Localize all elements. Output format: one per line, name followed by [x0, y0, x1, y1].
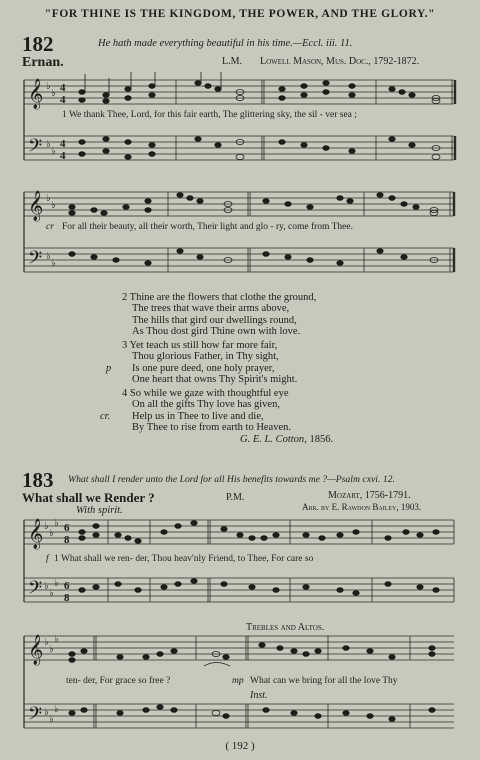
- hymn-182-number: 182: [22, 32, 54, 56]
- verse-line: By Thee to rise from earth to Heaven.: [132, 422, 292, 434]
- hymn-182-scripture: He hath made everything beautiful in his time.—Eccl. iii. 11.: [98, 38, 353, 49]
- hymn-182-lyric-line-2: For all their beauty, all their worth, Their light and glo - ry, come from Thee.: [62, 222, 353, 232]
- verse-4-dynamic-cr: cr.: [100, 411, 111, 422]
- svg-text:𝄢: 𝄢: [28, 703, 43, 728]
- hymn-182-system-2: [0, 184, 480, 284]
- svg-text:♭: ♭: [54, 518, 59, 529]
- hymn-182-verse-2: [122, 292, 316, 338]
- svg-text:𝄢: 𝄢: [28, 135, 43, 160]
- svg-text:♭: ♭: [51, 88, 56, 99]
- svg-text:♭: ♭: [46, 81, 51, 92]
- hymn-183-lyric-line-1: 1 What shall we ren- der, Thou heav'nly Friend, to Thee, For care so: [54, 554, 314, 564]
- svg-text:♭: ♭: [51, 146, 56, 157]
- hymn-182-lyric-line-1: 1 We thank Thee, Lord, for this fair earth, The glittering sky, the sil - ver sea ;: [62, 110, 357, 120]
- svg-text:8: 8: [64, 592, 70, 604]
- svg-text:♭: ♭: [46, 139, 51, 150]
- svg-text:♭: ♭: [46, 251, 51, 262]
- svg-text:♭: ♭: [51, 200, 56, 211]
- svg-text:8: 8: [64, 534, 70, 546]
- verse-line: One heart that owns Thy Spirit's might.: [132, 374, 298, 386]
- hymn-182-verse-4: [122, 388, 291, 434]
- svg-text:♭: ♭: [49, 714, 54, 725]
- hymn-183-section-label: Trebles and Altos.: [246, 622, 325, 633]
- hymn-183-dynamic-f: f: [46, 554, 49, 564]
- verse-line: The hills that gird our dwellings round,: [132, 314, 297, 326]
- hymn-183-lyric-line-2b: What can we bring for all the love Thy: [250, 676, 398, 686]
- svg-text:♭: ♭: [44, 581, 49, 592]
- hymn-183-arranger: Arr. by E. Rawdon Bailey, 1903.: [302, 502, 422, 512]
- hymn-183-scripture: What shall I render unto the Lord for all His benefits towards me ?—Psalm cxvi. 12.: [68, 474, 395, 485]
- svg-text:𝄞: 𝄞: [28, 79, 44, 108]
- svg-text:♭: ♭: [44, 707, 49, 718]
- page-header: "FOR THINE IS THE KINGDOM, THE POWER, AND THE GLORY.": [44, 8, 436, 20]
- svg-text:𝄢: 𝄢: [28, 247, 43, 272]
- verse-line: Thou glorious Father, in Thy sight,: [132, 351, 279, 363]
- hymn-182-tune-name: Ernan.: [22, 55, 64, 70]
- verse-line: 4 So while we gaze with thoughtful eye: [122, 388, 289, 399]
- hymn-182-author-line: [240, 434, 333, 445]
- hymn-183-number: 183: [22, 468, 54, 492]
- verse-line: Help us in Thee to live and die,: [132, 410, 264, 422]
- svg-text:𝄞: 𝄞: [28, 519, 44, 548]
- svg-text:♭: ♭: [49, 528, 54, 539]
- verse-line: The trees that wave their arms above,: [132, 303, 290, 315]
- svg-text:4: 4: [60, 82, 66, 94]
- hymn-182-system-1: [0, 72, 480, 172]
- svg-text:♭: ♭: [51, 258, 56, 269]
- verse-3-dynamic-p: p: [106, 363, 112, 374]
- hymn-182-verse-3: [122, 340, 297, 386]
- svg-text:6: 6: [64, 522, 70, 534]
- hymn-182-dynamic-cr: cr: [46, 222, 54, 232]
- svg-text:𝄢: 𝄢: [28, 577, 43, 602]
- svg-text:♭: ♭: [44, 637, 49, 648]
- svg-text:♭: ♭: [54, 578, 59, 589]
- page-number: ( 192 ): [225, 740, 255, 752]
- hymn-182-author: G. E. L. Cotton: [240, 434, 305, 445]
- hymn-183-inst-label: Inst.: [250, 690, 268, 701]
- hymn-182-composer: Lowell Mason, Mus. Doc., 1792-1872.: [260, 56, 420, 67]
- verse-line: Is one pure deed, one holy prayer,: [132, 362, 275, 374]
- svg-text:4: 4: [60, 94, 66, 106]
- hymn-183-tune-name: What shall we Render ?: [22, 490, 155, 505]
- verse-line: As Thou dost gird Thine own with love.: [132, 326, 301, 338]
- verse-line: 2 Thine are the flowers that clothe the ground,: [122, 292, 317, 303]
- svg-text:♭: ♭: [49, 588, 54, 599]
- svg-text:4: 4: [60, 150, 66, 162]
- svg-text:♭: ♭: [44, 521, 49, 532]
- hymn-183-meter: P.M.: [226, 492, 245, 503]
- hymn-183-composer: Mozart, 1756-1791.: [328, 490, 411, 501]
- hymn-182-author-year: , 1856.: [304, 434, 334, 445]
- verse-line: 3 Yet teach us still how far more fair,: [122, 340, 278, 351]
- svg-text:♭: ♭: [54, 634, 59, 645]
- svg-text:𝄞: 𝄞: [28, 635, 44, 664]
- hymn-182-meter: L.M.: [222, 56, 242, 67]
- svg-text:𝄞: 𝄞: [28, 191, 44, 220]
- svg-text:4: 4: [60, 138, 66, 150]
- hymn-183-lyric-line-2: ten- der, For grace so free ?: [66, 676, 171, 686]
- verse-line: On all the gifts Thy love has given,: [132, 399, 280, 411]
- svg-text:♭: ♭: [46, 193, 51, 204]
- hymn-183-tempo: With spirit.: [76, 505, 123, 516]
- svg-text:♭: ♭: [54, 704, 59, 715]
- svg-text:6: 6: [64, 580, 70, 592]
- svg-text:♭: ♭: [49, 644, 54, 655]
- hymn-183-dynamic-mp: mp: [232, 676, 244, 686]
